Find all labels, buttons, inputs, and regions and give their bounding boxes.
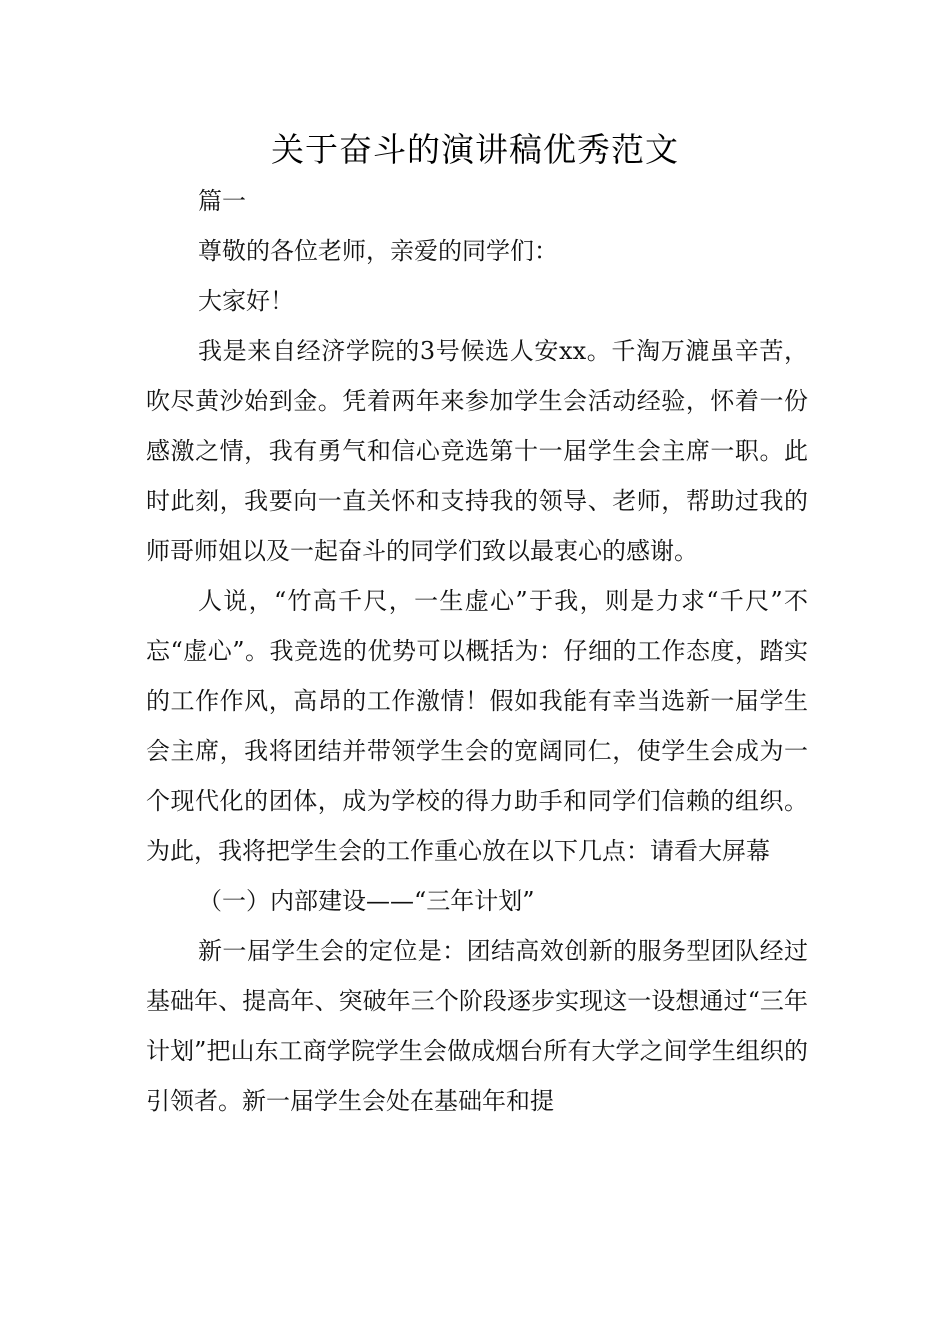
document-body <box>146 176 808 1126</box>
body-paragraph: 我是来自经济学院的3号候选人安xx。千淘万漉虽辛苦，吹尽黄沙始到金。凭着两年来参加学生会活动经验，怀着一份感激之情，我有勇气和信心竞选第十一届学生会主席一职。此时此刻，我要向一直关怀和支持我的领导、老师，帮助过我的师哥师姐以及一起奋斗的同学们致以最衷心的感谢。 <box>146 337 808 565</box>
salutation: 尊敬的各位老师，亲爱的同学们： <box>198 237 558 265</box>
greeting: 大家好！ <box>198 287 294 315</box>
subsection-heading: （一）内部建设——“三年计划” <box>198 887 535 915</box>
section-heading: 篇一 <box>198 187 246 215</box>
body-paragraph: 人说，“竹高千尺，一生虚心”于我，则是力求“千尺”不忘“虚心”。我竞选的优势可以概括为：仔细的工作态度，踏实的工作作风，高昂的工作激情！假如我能有幸当选新一届学生会主席，我将团结并带领学生会的宽阔同仁，使学生会成为一个现代化的团体，成为学校的得力助手和同学们信赖的组织。为此，我将把学生会的工作重心放在以下几点：请看大屏幕 <box>146 587 808 865</box>
body-paragraph: 新一届学生会的定位是：团结高效创新的服务型团队经过基础年、提高年、突破年三个阶段逐步实现这一设想通过“三年计划”把山东工商学院学生会做成烟台所有大学之间学生组织的引领者。新一届学生会处在基础年和提 <box>146 937 808 1115</box>
document-title: 关于奋斗的演讲稿优秀范文 <box>271 130 679 169</box>
